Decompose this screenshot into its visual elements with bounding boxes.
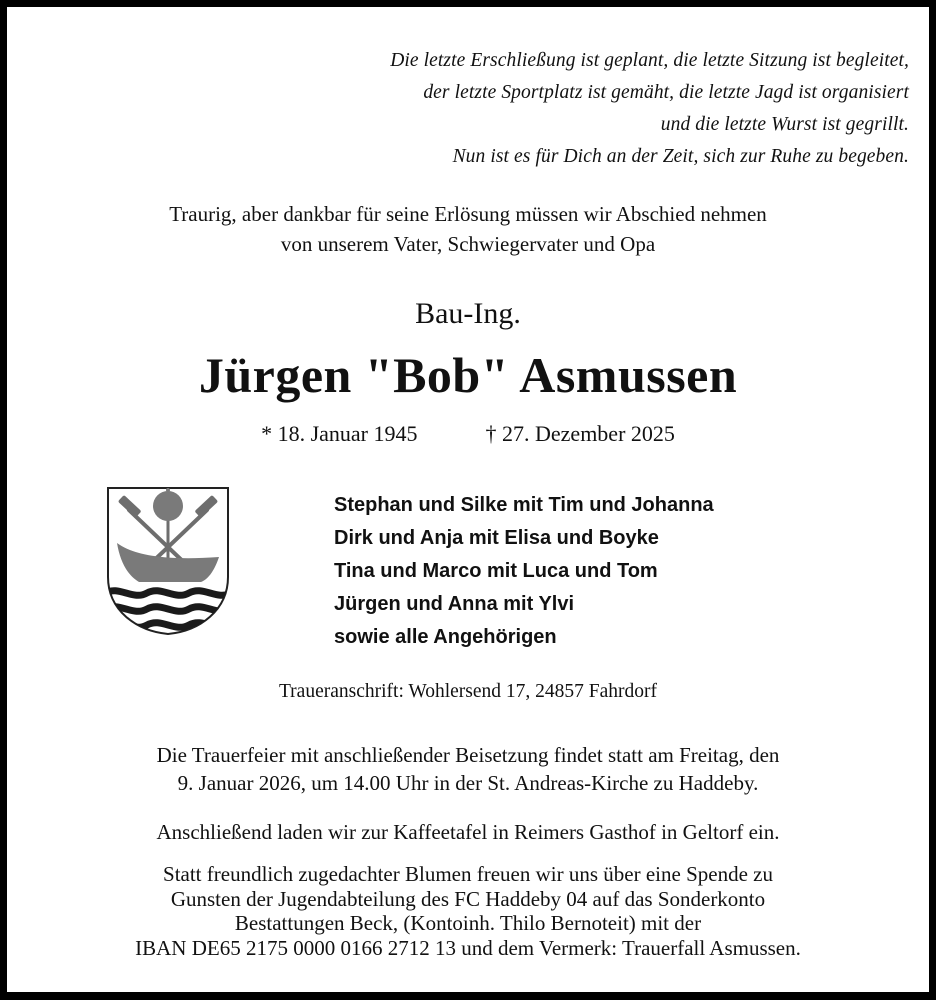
mourner-line: Jürgen und Anna mit Ylvi <box>334 593 575 615</box>
ceremony-line: 9. Januar 2026, um 14.00 Uhr in der St. Andreas-Kirche zu Haddeby. <box>177 771 759 795</box>
deceased-name: Jürgen "Bob" Asmussen <box>198 347 738 403</box>
birth-date: * 18. Januar 1945 <box>261 421 418 446</box>
poem-line: Die letzte Erschließung ist geplant, die letzte Sitzung ist begleitet, <box>390 50 909 71</box>
donation-line: IBAN DE65 2175 0000 0166 2712 13 und dem Vermerk: Trauerfall Asmussen. <box>135 935 801 960</box>
poem-line: und die letzte Wurst ist gegrillt. <box>660 114 909 135</box>
obituary-notice <box>7 7 929 992</box>
donation-line: Bestattungen Beck, (Kontoinh. Thilo Bernoteit) mit der <box>234 911 702 935</box>
mourner-line: Tina und Marco mit Luca und Tom <box>334 560 658 582</box>
poem <box>390 45 909 173</box>
donation-info <box>7 862 929 960</box>
intro-line: Traurig, aber dankbar für seine Erlösung müssen wir Abschied nehmen <box>169 202 767 226</box>
mourners-list <box>334 489 714 654</box>
mourner-line: sowie alle Angehörigen <box>334 626 557 648</box>
coat-of-arms-icon <box>105 485 231 637</box>
ceremony-info <box>7 741 929 797</box>
intro-text <box>7 199 929 259</box>
death-date: † 27. Dezember 2025 <box>485 421 675 446</box>
mourning-address: Traueranschrift: Wohlersend 17, 24857 Fahrdorf <box>278 681 658 702</box>
donation-line: Statt freundlich zugedachter Blumen freuen wir uns über eine Spende zu <box>163 862 773 886</box>
mourner-line: Stephan und Silke mit Tim und Johanna <box>334 494 714 516</box>
academic-title: Bau-Ing. <box>415 297 521 330</box>
intro-line: von unserem Vater, Schwiegervater und Opa <box>280 232 656 256</box>
life-dates <box>7 419 929 449</box>
mourner-line: Dirk und Anja mit Elisa und Boyke <box>334 527 659 549</box>
ceremony-line: Die Trauerfeier mit anschließender Beisetzung findet statt am Freitag, den <box>156 743 780 767</box>
coffee-invitation: Anschließend laden wir zur Kaffeetafel in Reimers Gasthof in Geltorf ein. <box>156 820 780 844</box>
poem-line: der letzte Sportplatz ist gemäht, die letzte Jagd ist organisiert <box>423 82 909 103</box>
donation-line: Gunsten der Jugendabteilung des FC Haddeby 04 auf das Sonderkonto <box>170 886 766 911</box>
poem-line: Nun ist es für Dich an der Zeit, sich zur Ruhe zu begeben. <box>452 146 909 167</box>
